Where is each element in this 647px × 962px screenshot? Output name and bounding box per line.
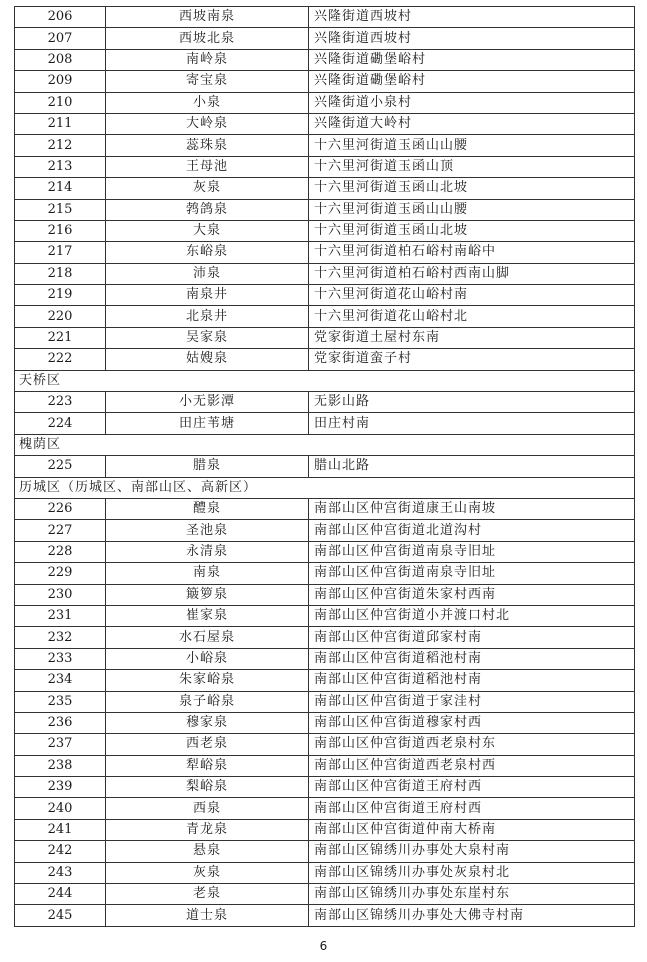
district-section-row	[15, 370, 635, 391]
table-row	[15, 220, 635, 241]
spring-name-cell: 崔家泉	[106, 605, 309, 626]
spring-location-cell: 党家街道土屋村东南	[309, 327, 635, 348]
table-row	[15, 905, 635, 926]
spring-location-cell: 党家街道蛮子村	[309, 349, 635, 370]
table-row	[15, 413, 635, 434]
spring-name-cell: 梨峪泉	[106, 777, 309, 798]
table-row	[15, 605, 635, 626]
spring-location-cell: 兴隆街道大岭村	[309, 113, 635, 134]
spring-number-cell: 233	[15, 648, 106, 669]
spring-location-cell: 南部山区仲宫街道仲南大桥南	[309, 819, 635, 840]
spring-number-cell: 243	[15, 862, 106, 883]
spring-number-cell: 207	[15, 28, 106, 49]
spring-name-cell: 南岭泉	[106, 49, 309, 70]
spring-number-cell: 239	[15, 777, 106, 798]
spring-number-cell: 242	[15, 841, 106, 862]
table-row	[15, 841, 635, 862]
spring-location-cell: 十六里河街道玉函山山腰	[309, 199, 635, 220]
table-row	[15, 113, 635, 134]
spring-location-cell: 南部山区仲宫街道南泉寺旧址	[309, 541, 635, 562]
spring-name-cell: 西坡南泉	[106, 7, 309, 28]
table-row	[15, 178, 635, 199]
spring-name-cell: 水石屋泉	[106, 627, 309, 648]
spring-location-cell: 兴隆街道磡堡峪村	[309, 49, 635, 70]
table-row	[15, 734, 635, 755]
table-row	[15, 798, 635, 819]
table-row	[15, 755, 635, 776]
spring-name-cell: 寄宝泉	[106, 71, 309, 92]
spring-number-cell: 217	[15, 242, 106, 263]
spring-name-cell: 西坡北泉	[106, 28, 309, 49]
spring-name-cell: 大岭泉	[106, 113, 309, 134]
spring-location-cell: 南部山区仲宫街道南泉寺旧址	[309, 563, 635, 584]
spring-location-cell: 兴隆街道西坡村	[309, 28, 635, 49]
spring-name-cell: 灰泉	[106, 178, 309, 199]
spring-name-cell: 北泉井	[106, 306, 309, 327]
spring-name-cell: 东峪泉	[106, 242, 309, 263]
spring-location-cell: 南部山区仲宫街道稻池村南	[309, 648, 635, 669]
spring-number-cell: 229	[15, 563, 106, 584]
spring-name-cell: 永清泉	[106, 541, 309, 562]
spring-number-cell: 221	[15, 327, 106, 348]
spring-number-cell: 211	[15, 113, 106, 134]
spring-location-cell: 无影山路	[309, 392, 635, 413]
spring-name-cell: 穆家泉	[106, 712, 309, 733]
spring-location-cell: 南部山区锦绣川办事处大佛寺村南	[309, 905, 635, 926]
table-row	[15, 777, 635, 798]
spring-number-cell: 218	[15, 263, 106, 284]
spring-location-cell: 十六里河街道花山峪村北	[309, 306, 635, 327]
table-row	[15, 862, 635, 883]
table-row	[15, 520, 635, 541]
spring-location-cell: 南部山区仲宫街道西老泉村西	[309, 755, 635, 776]
table-row	[15, 7, 635, 28]
district-section-row	[15, 477, 635, 498]
page-number: 6	[319, 939, 328, 953]
spring-number-cell: 245	[15, 905, 106, 926]
table-row	[15, 92, 635, 113]
spring-location-cell: 南部山区仲宫街道北道沟村	[309, 520, 635, 541]
table-row	[15, 392, 635, 413]
spring-number-cell: 213	[15, 156, 106, 177]
spring-name-cell: 小无影潭	[106, 392, 309, 413]
spring-location-cell: 南部山区仲宫街道邱家村南	[309, 627, 635, 648]
spring-name-cell: 沛泉	[106, 263, 309, 284]
spring-number-cell: 241	[15, 819, 106, 840]
spring-number-cell: 236	[15, 712, 106, 733]
spring-number-cell: 209	[15, 71, 106, 92]
spring-location-cell: 南部山区仲宫街道王府村西	[309, 798, 635, 819]
spring-number-cell: 240	[15, 798, 106, 819]
table-row	[15, 670, 635, 691]
spring-number-cell: 210	[15, 92, 106, 113]
spring-name-cell: 王母池	[106, 156, 309, 177]
spring-location-cell: 南部山区仲宫街道于家洼村	[309, 691, 635, 712]
spring-number-cell: 219	[15, 285, 106, 306]
spring-number-cell: 214	[15, 178, 106, 199]
table-row	[15, 285, 635, 306]
spring-location-cell: 十六里河街道花山峪村南	[309, 285, 635, 306]
spring-location-cell: 南部山区仲宫街道小并渡口村北	[309, 605, 635, 626]
table-row	[15, 541, 635, 562]
spring-number-cell: 227	[15, 520, 106, 541]
spring-name-cell: 小泉	[106, 92, 309, 113]
table-row	[15, 584, 635, 605]
spring-location-cell: 十六里河街道玉函山顶	[309, 156, 635, 177]
spring-name-cell: 姑嫂泉	[106, 349, 309, 370]
spring-location-cell: 十六里河街道玉函山北坡	[309, 220, 635, 241]
spring-name-cell: 腊泉	[106, 456, 309, 477]
table-row	[15, 156, 635, 177]
table-row	[15, 242, 635, 263]
spring-number-cell: 223	[15, 392, 106, 413]
spring-location-cell: 兴隆街道小泉村	[309, 92, 635, 113]
spring-location-cell: 南部山区锦绣川办事处大泉村南	[309, 841, 635, 862]
table-row	[15, 498, 635, 519]
spring-location-cell: 十六里河街道玉函山山腰	[309, 135, 635, 156]
spring-number-cell: 212	[15, 135, 106, 156]
spring-name-cell: 悬泉	[106, 841, 309, 862]
spring-name-cell: 簸箩泉	[106, 584, 309, 605]
spring-name-cell: 蕊珠泉	[106, 135, 309, 156]
spring-number-cell: 206	[15, 7, 106, 28]
spring-location-cell: 南部山区仲宫街道西老泉村东	[309, 734, 635, 755]
springs-table	[14, 6, 635, 927]
spring-name-cell: 西泉	[106, 798, 309, 819]
spring-location-cell: 兴隆街道西坡村	[309, 7, 635, 28]
spring-location-cell: 腊山北路	[309, 456, 635, 477]
table-row	[15, 691, 635, 712]
spring-location-cell: 南部山区仲宫街道稻池村南	[309, 670, 635, 691]
spring-number-cell: 230	[15, 584, 106, 605]
district-heading: 天桥区	[15, 370, 635, 391]
spring-number-cell: 234	[15, 670, 106, 691]
springs-table-body	[15, 7, 635, 927]
spring-number-cell: 225	[15, 456, 106, 477]
spring-name-cell: 南泉井	[106, 285, 309, 306]
spring-location-cell: 十六里河街道柏石峪村西南山脚	[309, 263, 635, 284]
table-row	[15, 648, 635, 669]
spring-number-cell: 228	[15, 541, 106, 562]
spring-name-cell: 老泉	[106, 884, 309, 905]
spring-location-cell: 南部山区仲宫街道康王山南坡	[309, 498, 635, 519]
spring-name-cell: 鹁鸽泉	[106, 199, 309, 220]
table-row	[15, 884, 635, 905]
spring-name-cell: 西老泉	[106, 734, 309, 755]
spring-name-cell: 灰泉	[106, 862, 309, 883]
spring-name-cell: 吴家泉	[106, 327, 309, 348]
table-row	[15, 563, 635, 584]
district-heading: 槐荫区	[15, 434, 635, 455]
spring-location-cell: 十六里河街道玉函山北坡	[309, 178, 635, 199]
spring-location-cell: 十六里河街道柏石峪村南峪中	[309, 242, 635, 263]
spring-name-cell: 泉子峪泉	[106, 691, 309, 712]
table-row	[15, 135, 635, 156]
spring-number-cell: 231	[15, 605, 106, 626]
spring-number-cell: 238	[15, 755, 106, 776]
spring-number-cell: 222	[15, 349, 106, 370]
table-row	[15, 819, 635, 840]
spring-location-cell: 南部山区仲宫街道王府村西	[309, 777, 635, 798]
district-section-row	[15, 434, 635, 455]
table-row	[15, 349, 635, 370]
district-heading: 历城区（历城区、南部山区、高新区）	[15, 477, 635, 498]
spring-number-cell: 226	[15, 498, 106, 519]
spring-name-cell: 圣池泉	[106, 520, 309, 541]
spring-location-cell: 兴隆街道磡堡峪村	[309, 71, 635, 92]
spring-location-cell: 南部山区锦绣川办事处灰泉村北	[309, 862, 635, 883]
spring-location-cell: 南部山区仲宫街道穆家村西	[309, 712, 635, 733]
table-row	[15, 456, 635, 477]
spring-number-cell: 216	[15, 220, 106, 241]
table-row	[15, 306, 635, 327]
spring-location-cell: 南部山区仲宫街道朱家村西南	[309, 584, 635, 605]
table-row	[15, 28, 635, 49]
table-row	[15, 199, 635, 220]
spring-name-cell: 朱家峪泉	[106, 670, 309, 691]
table-row	[15, 49, 635, 70]
spring-number-cell: 232	[15, 627, 106, 648]
spring-name-cell: 小峪泉	[106, 648, 309, 669]
spring-number-cell: 237	[15, 734, 106, 755]
spring-location-cell: 南部山区锦绣川办事处东崖村东	[309, 884, 635, 905]
table-row	[15, 263, 635, 284]
spring-name-cell: 大泉	[106, 220, 309, 241]
spring-number-cell: 235	[15, 691, 106, 712]
spring-name-cell: 南泉	[106, 563, 309, 584]
table-row	[15, 627, 635, 648]
spring-number-cell: 208	[15, 49, 106, 70]
spring-name-cell: 青龙泉	[106, 819, 309, 840]
spring-number-cell: 244	[15, 884, 106, 905]
spring-number-cell: 220	[15, 306, 106, 327]
table-row	[15, 327, 635, 348]
spring-name-cell: 道士泉	[106, 905, 309, 926]
spring-name-cell: 田庄苇塘	[106, 413, 309, 434]
spring-number-cell: 224	[15, 413, 106, 434]
spring-location-cell: 田庄村南	[309, 413, 635, 434]
spring-number-cell: 215	[15, 199, 106, 220]
table-row	[15, 712, 635, 733]
spring-name-cell: 醴泉	[106, 498, 309, 519]
table-row	[15, 71, 635, 92]
spring-name-cell: 犁峪泉	[106, 755, 309, 776]
